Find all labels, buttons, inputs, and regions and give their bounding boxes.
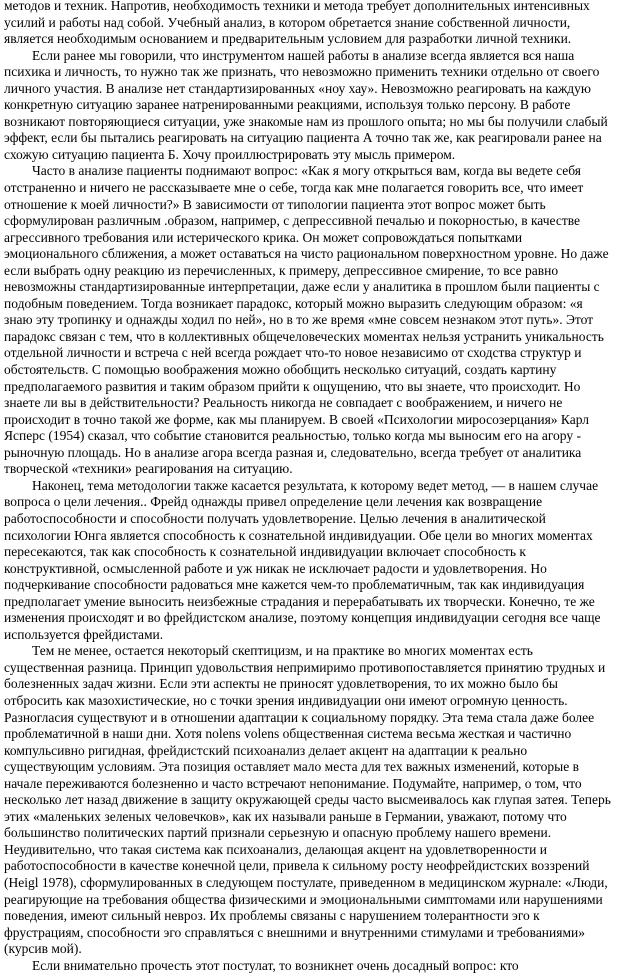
paragraph: Если внимательно прочесть этот постулат, то возникнет очень досадный вопрос: кто [32,957,519,973]
document-page [4,0,612,974]
paragraph: методов и техник. Напротив, необходимость техники и метода требует дополнительных интенсивных усилий и работы над собой. Учебный анализ, в котором обретается знание собственной личности, является необходимым основанием и предварительным условием для разработки личной техники. [4,0,590,47]
paragraph: Если ранее мы говорили, что инструментом нашей работы в анализе всегда является вся наша психика и личность, то нужно так же признать, что невозможно применить техники отдельно от своего личного участия. В анализе нет стандартизированных «ноу хау». Невозможно реагировать на каждую конкретную ситуацию заранее натренированными реакциями, используя только персону. В работе возникают повторяющиеся ситуации, уже знакомые нам из прошлого опыта; но мы бы получили слабый эффект, если бы пытались реагировать на ситуацию пациента А точно так же, как реагировали ранее на схожую ситуацию пациента Б. Хочу проиллюстрировать эту мысль примером. [4,47,608,162]
paragraph: Часто в анализе пациенты поднимают вопрос: «Как я могу открыться вам, когда вы ведете себя отстраненно и ничего не рассказываете мне о себе, тогда как мне полагается говорить все, что имеет отношение к моей личности?» В зависимости от типологии пациента этот вопрос может быть сформулирован различным .образом, например, с депрессивной печалью и покорностью, в качестве агрессивного требования или истерического крика. Он может сопровождаться попытками эмоционального сближения, а может оставаться на чисто рациональном поверхностном уровне. Но даже если выбрать одну реакцию из перечисленных, к примеру, депрессивное смирение, то все равно невозможны стандартизированные интерпретации, даже если у аналитика в прошлом были пациенты с подобным поведением. Тогда возникает парадокс, который можно выразить следующим образом: «я знаю эту тропинку и однажды ходил по ней», но в то же время «мне совсем незнаком этот путь». Этот парадокс связан с тем, что в коллективных общечеловеческих моментах нельзя устранить уникальность отдельной личности и встреча с ней всегда рождает что-то новое независимо от сходства структур и обстоятельств. С помощью воображения можно обобщить несколько ситуаций, создать картину предполагаемого развития и таким образом прийти к ощущению, что вы знаете, что происходит. Но знаете ли вы в действительности? Реальность никогда не совпадает с воображением, и ничего не происходит в точно такой же форме, как мы планируем. В своей «Психологии миросозерцания» Карл Ясперс (1954) сказал, что событие становится реальностью, только когда мы выносим его на агору - рыночную площадь. Но в анализе агора всегда разная и, следовательно, всегда требует от аналитика творческой «техники» реагирования на ситуацию. [4,163,609,477]
paragraph: Наконец, тема методологии также касается результата, к которому ведет метод, — в нашем случае вопроса о цели лечения.. Фрейд однажды привел определение цели лечения как возвращение работоспособности и способности получать удовлетворение. Целью лечения в аналитической психологии Юнга является способность к сознательной индивидуации. Обе цели во многих моментах пересекаются, так как способность к сознательной индивидуации включает способность к конструктивной, осмысленной работе и уж никак не исключает радости и удовлетворения. Но подчеркивание способности радоваться мне кажется чем-то проблематичным, так как индивидуация предполагает умение выносить неизбежные страдания и перерабатывать их творчески. Конечно, те же изменения происходят и во фрейдистском анализе, поэтому концепция индивидуации сегодня все чаще используется фрейдистами. [4,477,601,642]
paragraph: Тем не менее, остается некоторый скептицизм, и на практике во многих моментах есть существенная разница. Принцип удовольствия непримиримо противопоставляется принятию трудных и болезненных задач жизни. Если эти аспекты не приносят удовлетворения, то их можно было бы отбросить как мазохистические, но с точки зрения индивидуации они имеют огромную ценность. Разногласия существуют и в отношении адаптации к социальному порядку. Эта тема стала даже более проблематичной в наши дни. Хотя nolens volens общественная система весьма жесткая и частично компульсивно ригидная, фрейдистский психоанализ делает акцент на адаптации к реально существующим условиям. Эта позиция оставляет мало места для тех важных изменений, которые в начале переживаются болезненно и часто встречают непонимание. Подумайте, например, о том, что несколько лет назад движение в защиту окружающей среды часто высмеивалось как глупая затея. Теперь этих «маленьких зеленых человечков», как их называли раньше в Германии, уважают, потому что большинство политических партий признали серьезную и опасную проблему нашего времени. Неудивительно, что такая система как психоанализ, делающая акцент на удовлетворенности и работоспособности в качестве конечной цели, привела к сильному росту неофрейдистских воззрений (Heigl 1978), сформулированных в следующем постулате, приведенном в медицинском журнале: «Люди, реагирующие на требования общества физическими и эмоциональными симптомами или нарушениями поведения, имеют сильный невроз. Их проблемы связаны с нарушением толерантности эго к фрустрациям, способности эго справляться с внешними и внутренними стимулами и требованиями» (курсив мой). [4,643,611,957]
